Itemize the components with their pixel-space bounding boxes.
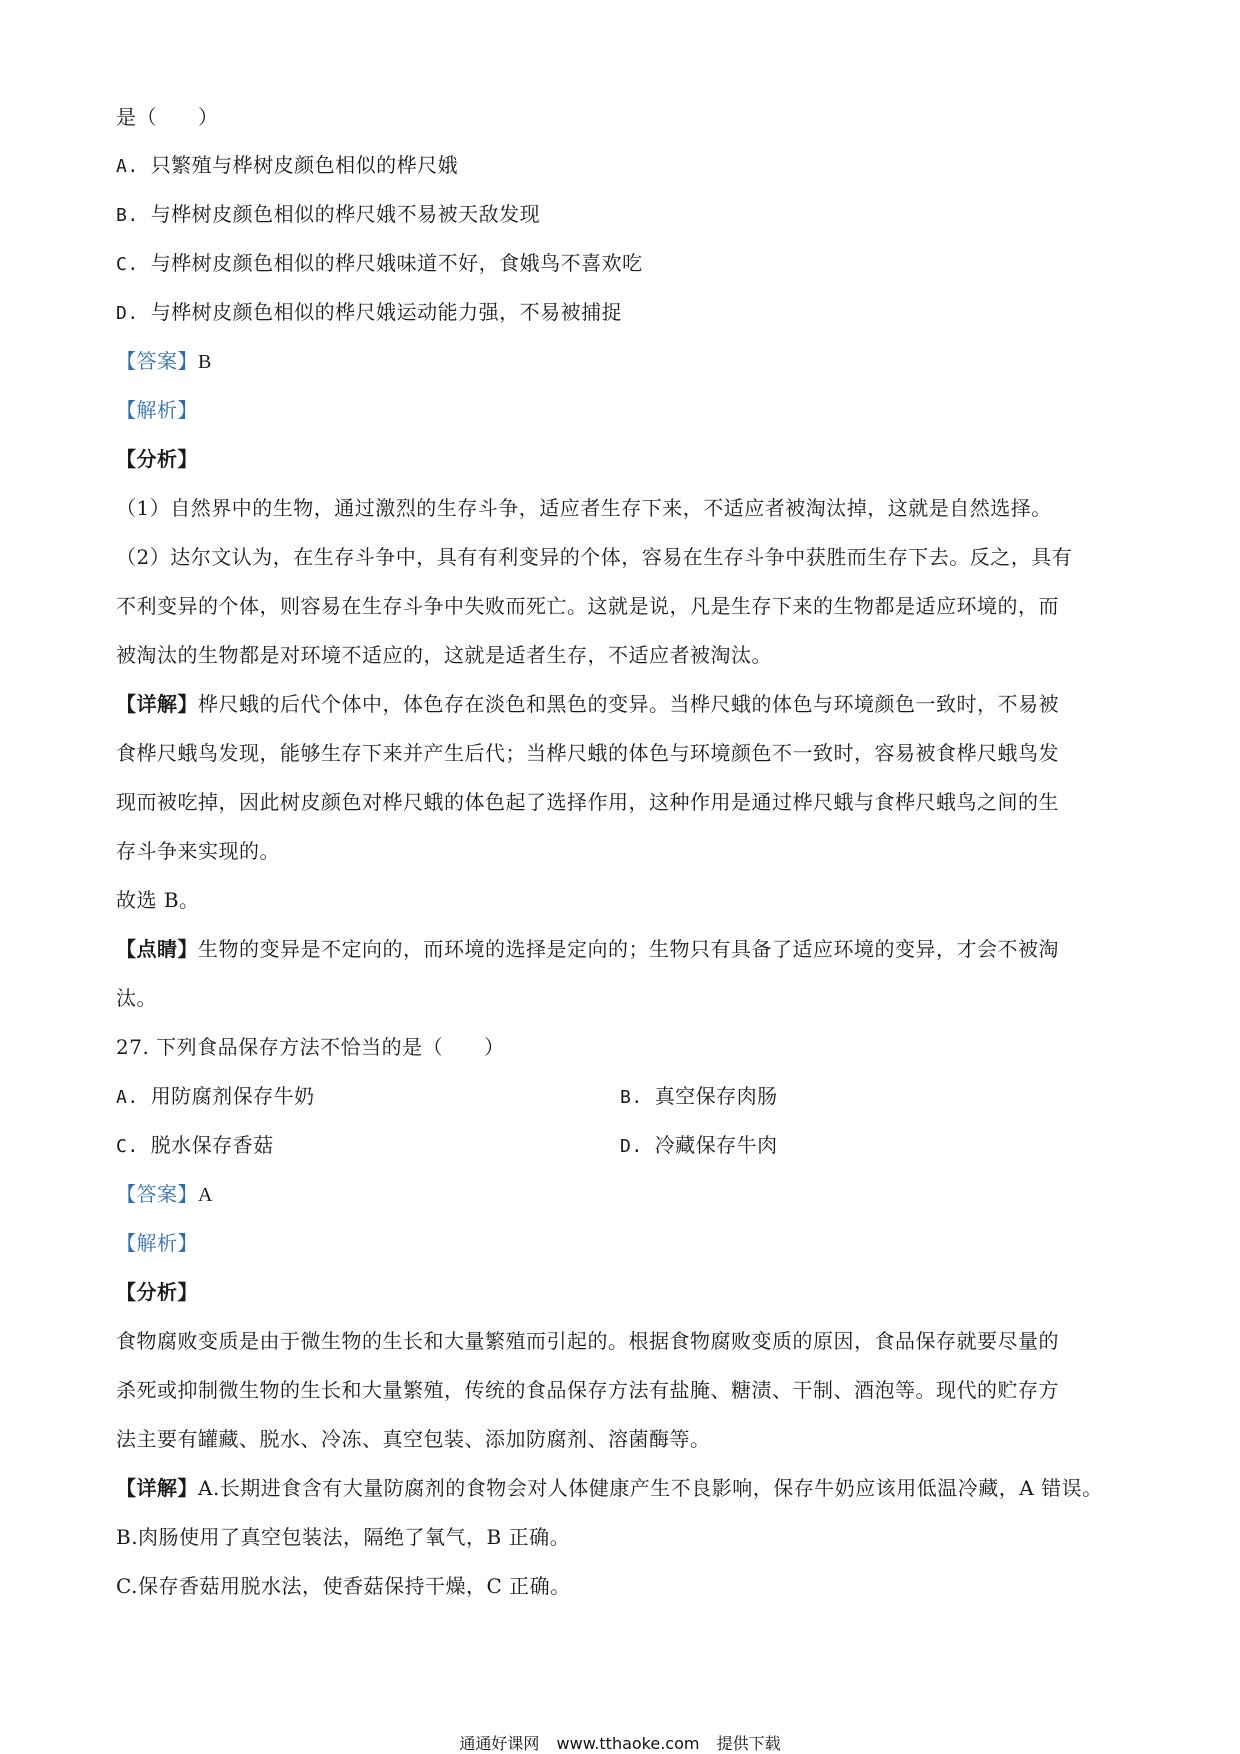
q27-detail-line-3: C.保存香菇用脱水法，使香菇保持干燥，C 正确。: [116, 1574, 571, 1598]
q26-option-d: [116, 298, 622, 328]
q26-fenxi-line-4: 被淘汰的生物都是对环境不适应的，这就是适者生存，不适应者被淘汰。: [116, 643, 772, 667]
option-letter: C.: [116, 1136, 139, 1157]
footer-site-name: 通通好课网: [459, 1734, 540, 1753]
detail-label: 【详解】: [116, 1476, 198, 1500]
q26-detail-line-3: 现而被吃掉，因此树皮颜色对桦尺蛾的体色起了选择作用，这种作用是通过桦尺蛾与食桦尺蛾鸟之间的生: [116, 790, 1059, 814]
option-text: 脱水保存香菇: [150, 1133, 274, 1157]
option-letter: D.: [620, 1136, 643, 1157]
option-letter: A.: [116, 1087, 139, 1108]
option-text: 与桦树皮颜色相似的桦尺娥味道不好，食娥鸟不喜欢吃: [150, 251, 643, 275]
q26-dianjing-line-1: [116, 935, 1059, 963]
option-text: 冷藏保存牛肉: [654, 1133, 778, 1157]
detail-text: 桦尺蛾的后代个体中，体色存在淡色和黑色的变异。当桦尺蛾的体色与环境颜色一致时，不易被: [198, 692, 1059, 716]
answer-value: B: [198, 351, 212, 373]
q26-dianjing-line-2: 汰。: [116, 986, 157, 1010]
footer-action: 提供下载: [716, 1734, 781, 1753]
q26-option-b: [116, 200, 540, 230]
q27-option-b: [620, 1082, 778, 1112]
option-letter: B.: [116, 205, 139, 226]
option-letter: C.: [116, 254, 139, 275]
q26-option-c: [116, 249, 643, 279]
q26-option-a: [116, 151, 458, 181]
q26-fenxi-line-2: （2）达尔文认为，在生存斗争中，具有有利变异的个体，容易在生存斗争中获胜而生存下去。反之，具有: [116, 545, 1073, 569]
q27-detail-line-1: [116, 1474, 1103, 1502]
q26-answer: [116, 347, 212, 376]
q27-fenxi-line-2: 杀死或抑制微生物的生长和大量繁殖，传统的食品保存方法有盐腌、糖渍、干制、酒泡等。现代的贮存方: [116, 1378, 1059, 1402]
q26-detail-line-2: 食桦尺蛾鸟发现，能够生存下来并产生后代；当桦尺蛾的体色与环境颜色不一致时，容易被食桦尺蛾鸟发: [116, 741, 1059, 765]
detail-label: 【详解】: [116, 692, 198, 716]
page-footer: [0, 1731, 1240, 1754]
option-text: 用防腐剂保存牛奶: [150, 1084, 315, 1108]
q26-fenxi-line-3: 不利变异的个体，则容易在生存斗争中失败而死亡。这就是说，凡是生存下来的生物都是适应环境的，而: [116, 594, 1059, 618]
q27-stem: 27. 下列食品保存方法不恰当的是（ ）: [116, 1035, 505, 1059]
dianjing-text: 生物的变异是不定向的，而环境的选择是定向的；生物只有具备了适应环境的变异，才会不被淘: [198, 937, 1059, 961]
q26-fenxi-label: 【分析】: [116, 447, 198, 471]
q26-analysis-label: 【解析】: [116, 398, 198, 422]
option-text: 与桦树皮颜色相似的桦尺娥不易被天敌发现: [150, 202, 541, 226]
q27-fenxi-label: 【分析】: [116, 1280, 198, 1304]
answer-label: 【答案】: [116, 1182, 198, 1206]
option-letter: A.: [116, 156, 139, 177]
dianjing-label: 【点睛】: [116, 937, 198, 961]
q26-fenxi-line-1: （1）自然界中的生物，通过激烈的生存斗争，适应者生存下来，不适应者被淘汰掉，这就是自然选择。: [116, 496, 1052, 520]
answer-label: 【答案】: [116, 349, 198, 373]
q27-option-a: [116, 1082, 315, 1112]
detail-text: A.长期进食含有大量防腐剂的食物会对人体健康产生不良影响，保存牛奶应该用低温冷藏，A 错误。: [198, 1476, 1103, 1500]
q27-fenxi-line-3: 法主要有罐藏、脱水、冷冻、真空包装、添加防腐剂、溶菌酶等。: [116, 1427, 711, 1451]
q26-conclusion: 故选 B。: [116, 888, 200, 912]
option-letter: B.: [620, 1087, 643, 1108]
option-text: 与桦树皮颜色相似的桦尺娥运动能力强，不易被捕捉: [150, 300, 623, 324]
option-text: 真空保存肉肠: [654, 1084, 778, 1108]
q27-answer: [116, 1180, 213, 1209]
q27-fenxi-line-1: 食物腐败变质是由于微生物的生长和大量繁殖而引起的。根据食物腐败变质的原因，食品保存就要尽量的: [116, 1329, 1059, 1353]
q27-option-d: [620, 1131, 778, 1161]
q26-detail-line-4: 存斗争来实现的。: [116, 839, 280, 863]
footer-url[interactable]: www.tthaoke.com: [556, 1734, 700, 1753]
q27-analysis-label: 【解析】: [116, 1231, 198, 1255]
answer-value: A: [198, 1184, 213, 1206]
q27-detail-line-2: B.肉肠使用了真空包装法，隔绝了氧气，B 正确。: [116, 1525, 571, 1549]
option-letter: D.: [116, 303, 139, 324]
q26-detail-line-1: [116, 690, 1059, 718]
q26-stem-tail: 是（ ）: [116, 105, 219, 129]
option-text: 只繁殖与桦树皮颜色相似的桦尺娥: [150, 153, 459, 177]
q27-option-c: [116, 1131, 274, 1161]
